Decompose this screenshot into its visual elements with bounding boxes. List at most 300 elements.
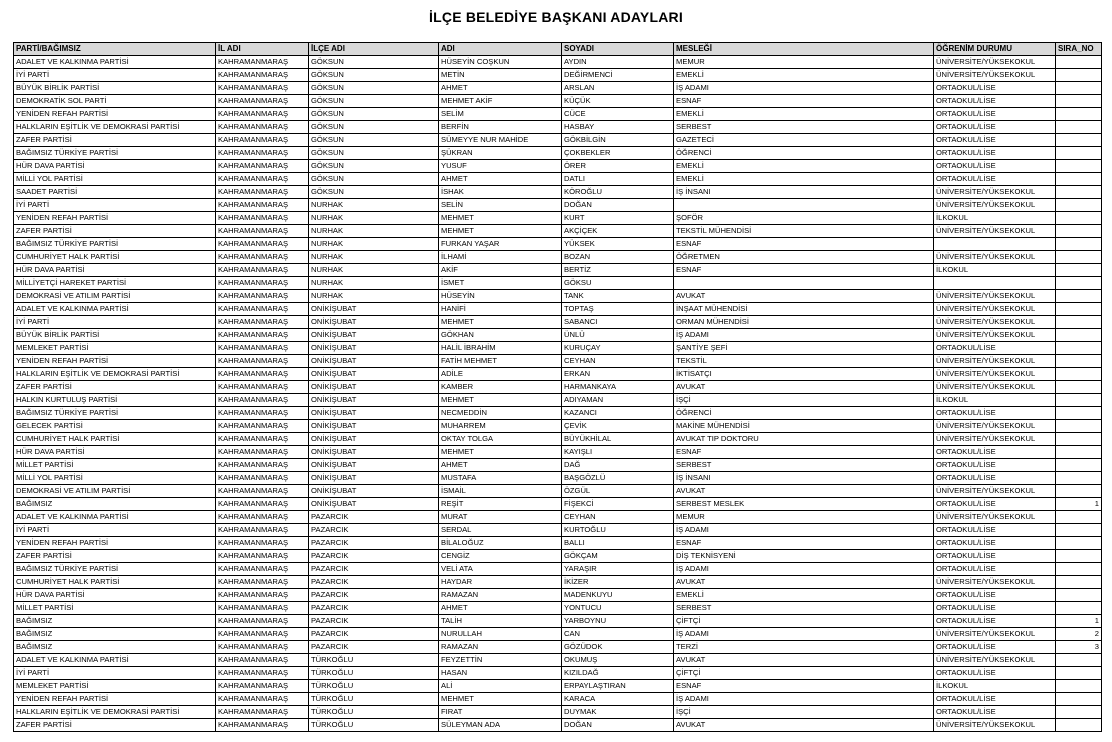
- table-row: [14, 602, 1102, 615]
- cell-surname: ARSLAN: [562, 82, 674, 95]
- table-row: [14, 329, 1102, 342]
- cell-order-no: [1056, 160, 1102, 173]
- cell-education: ÜNİVERSİTE/YÜKSEKOKUL: [934, 420, 1056, 433]
- table-row: [14, 303, 1102, 316]
- column-header-order-no: SIRA_NO: [1056, 43, 1102, 56]
- cell-province: KAHRAMANMARAŞ: [216, 329, 309, 342]
- cell-surname: KARACA: [562, 693, 674, 706]
- cell-province: KAHRAMANMARAŞ: [216, 589, 309, 602]
- cell-surname: ERPAYLAŞTIRAN: [562, 680, 674, 693]
- cell-district: PAZARCIK: [309, 602, 439, 615]
- cell-education: ÜNİVERSİTE/YÜKSEKOKUL: [934, 316, 1056, 329]
- cell-district: GÖKSUN: [309, 69, 439, 82]
- cell-first-name: FIRAT: [439, 706, 562, 719]
- cell-party: MİLLET PARTİSİ: [14, 602, 216, 615]
- cell-education: ORTAOKUL/LİSE: [934, 602, 1056, 615]
- cell-district: ONİKİŞUBAT: [309, 433, 439, 446]
- cell-district: GÖKSUN: [309, 95, 439, 108]
- cell-province: KAHRAMANMARAŞ: [216, 693, 309, 706]
- cell-first-name: FATİH MEHMET: [439, 355, 562, 368]
- cell-education: ORTAOKUL/LİSE: [934, 173, 1056, 186]
- cell-order-no: [1056, 212, 1102, 225]
- cell-party: BAĞIMSIZ TÜRKİYE PARTİSİ: [14, 147, 216, 160]
- cell-first-name: GÖKHAN: [439, 329, 562, 342]
- cell-party: İYİ PARTİ: [14, 524, 216, 537]
- cell-profession: ÇİFTÇİ: [674, 615, 934, 628]
- cell-first-name: HANİFİ: [439, 303, 562, 316]
- cell-district: PAZARCIK: [309, 628, 439, 641]
- cell-profession: İŞ ADAMI: [674, 693, 934, 706]
- cell-first-name: MEHMET: [439, 446, 562, 459]
- table-row: [14, 420, 1102, 433]
- cell-order-no: 1: [1056, 615, 1102, 628]
- cell-district: ONİKİŞUBAT: [309, 485, 439, 498]
- cell-surname: TANK: [562, 290, 674, 303]
- cell-party: ZAFER PARTİSİ: [14, 381, 216, 394]
- cell-education: ÜNİVERSİTE/YÜKSEKOKUL: [934, 199, 1056, 212]
- table-row: [14, 381, 1102, 394]
- cell-education: ORTAOKUL/LİSE: [934, 446, 1056, 459]
- cell-profession: TERZİ: [674, 641, 934, 654]
- cell-party: MEMLEKET PARTİSİ: [14, 342, 216, 355]
- cell-order-no: [1056, 147, 1102, 160]
- cell-district: GÖKSUN: [309, 82, 439, 95]
- cell-province: KAHRAMANMARAŞ: [216, 199, 309, 212]
- cell-district: ONİKİŞUBAT: [309, 394, 439, 407]
- cell-first-name: METİN: [439, 69, 562, 82]
- cell-province: KAHRAMANMARAŞ: [216, 550, 309, 563]
- cell-province: KAHRAMANMARAŞ: [216, 628, 309, 641]
- table-row: [14, 160, 1102, 173]
- cell-district: PAZARCIK: [309, 524, 439, 537]
- cell-profession: SERBEST: [674, 121, 934, 134]
- table-row: [14, 719, 1102, 732]
- cell-party: MİLLET PARTİSİ: [14, 459, 216, 472]
- cell-surname: GÖKÇAM: [562, 550, 674, 563]
- cell-province: KAHRAMANMARAŞ: [216, 251, 309, 264]
- cell-profession: SERBEST: [674, 602, 934, 615]
- cell-surname: DAĞ: [562, 459, 674, 472]
- cell-education: ÜNİVERSİTE/YÜKSEKOKUL: [934, 511, 1056, 524]
- cell-first-name: SERDAL: [439, 524, 562, 537]
- column-header-surname: SOYADI: [562, 43, 674, 56]
- cell-party: İYİ PARTİ: [14, 316, 216, 329]
- cell-party: HÜR DAVA PARTİSİ: [14, 160, 216, 173]
- cell-order-no: [1056, 524, 1102, 537]
- cell-education: ORTAOKUL/LİSE: [934, 160, 1056, 173]
- cell-surname: OKUMUŞ: [562, 654, 674, 667]
- cell-province: KAHRAMANMARAŞ: [216, 472, 309, 485]
- cell-province: KAHRAMANMARAŞ: [216, 277, 309, 290]
- cell-party: MİLLİYETÇİ HAREKET PARTİSİ: [14, 277, 216, 290]
- cell-order-no: [1056, 719, 1102, 732]
- cell-education: ÜNİVERSİTE/YÜKSEKOKUL: [934, 69, 1056, 82]
- cell-district: PAZARCIK: [309, 641, 439, 654]
- cell-order-no: [1056, 108, 1102, 121]
- cell-surname: SABANCI: [562, 316, 674, 329]
- document-title: İLÇE BELEDİYE BAŞKANI ADAYLARI: [429, 9, 683, 25]
- cell-order-no: [1056, 186, 1102, 199]
- cell-education: ORTAOKUL/LİSE: [934, 134, 1056, 147]
- cell-first-name: AKİF: [439, 264, 562, 277]
- cell-profession: İŞ İNSANI: [674, 186, 934, 199]
- cell-district: ONİKİŞUBAT: [309, 342, 439, 355]
- cell-province: KAHRAMANMARAŞ: [216, 485, 309, 498]
- cell-order-no: [1056, 134, 1102, 147]
- cell-party: İYİ PARTİ: [14, 667, 216, 680]
- cell-party: CUMHURİYET HALK PARTİSİ: [14, 433, 216, 446]
- cell-first-name: HASAN: [439, 667, 562, 680]
- cell-first-name: YUSUF: [439, 160, 562, 173]
- cell-profession: ÖĞRENCİ: [674, 147, 934, 160]
- table-body: [14, 56, 1102, 732]
- cell-district: ONİKİŞUBAT: [309, 329, 439, 342]
- cell-first-name: FURKAN YAŞAR: [439, 238, 562, 251]
- cell-district: PAZARCIK: [309, 589, 439, 602]
- cell-education: ORTAOKUL/LİSE: [934, 82, 1056, 95]
- cell-surname: DOĞAN: [562, 719, 674, 732]
- cell-order-no: [1056, 56, 1102, 69]
- cell-province: KAHRAMANMARAŞ: [216, 654, 309, 667]
- cell-district: ONİKİŞUBAT: [309, 355, 439, 368]
- cell-surname: KURTOĞLU: [562, 524, 674, 537]
- cell-party: ZAFER PARTİSİ: [14, 719, 216, 732]
- cell-province: KAHRAMANMARAŞ: [216, 719, 309, 732]
- cell-profession: İŞ ADAMI: [674, 329, 934, 342]
- cell-party: HALKLARIN EŞİTLİK VE DEMOKRASİ PARTİSİ: [14, 368, 216, 381]
- cell-education: ORTAOKUL/LİSE: [934, 498, 1056, 511]
- table-row: [14, 238, 1102, 251]
- cell-profession: ESNAF: [674, 264, 934, 277]
- cell-party: HÜR DAVA PARTİSİ: [14, 264, 216, 277]
- cell-first-name: SÜMEYYE NUR MAHİDE: [439, 134, 562, 147]
- cell-party: BAĞIMSIZ TÜRKİYE PARTİSİ: [14, 407, 216, 420]
- cell-profession: EMEKLİ: [674, 173, 934, 186]
- cell-province: KAHRAMANMARAŞ: [216, 537, 309, 550]
- table-row: [14, 407, 1102, 420]
- cell-profession: İKTİSATÇI: [674, 368, 934, 381]
- cell-surname: CEYHAN: [562, 511, 674, 524]
- table-row: [14, 95, 1102, 108]
- cell-party: YENİDEN REFAH PARTİSİ: [14, 693, 216, 706]
- cell-education: ÜNİVERSİTE/YÜKSEKOKUL: [934, 654, 1056, 667]
- table-row: [14, 706, 1102, 719]
- cell-profession: [674, 277, 934, 290]
- table-row: [14, 485, 1102, 498]
- column-header-first-name: ADI: [439, 43, 562, 56]
- cell-surname: KÖROĞLU: [562, 186, 674, 199]
- cell-order-no: [1056, 680, 1102, 693]
- cell-first-name: HALİL İBRAHİM: [439, 342, 562, 355]
- table-row: [14, 134, 1102, 147]
- table-row: [14, 186, 1102, 199]
- cell-order-no: [1056, 654, 1102, 667]
- cell-order-no: [1056, 407, 1102, 420]
- table-row: [14, 121, 1102, 134]
- cell-province: KAHRAMANMARAŞ: [216, 381, 309, 394]
- cell-first-name: MURAT: [439, 511, 562, 524]
- cell-province: KAHRAMANMARAŞ: [216, 680, 309, 693]
- cell-first-name: FEYZETTİN: [439, 654, 562, 667]
- cell-district: TÜRKOĞLU: [309, 706, 439, 719]
- cell-district: GÖKSUN: [309, 121, 439, 134]
- cell-order-no: [1056, 342, 1102, 355]
- cell-first-name: İSMAİL: [439, 485, 562, 498]
- table-row: [14, 147, 1102, 160]
- cell-profession: MEMUR: [674, 56, 934, 69]
- cell-order-no: [1056, 329, 1102, 342]
- cell-education: ORTAOKUL/LİSE: [934, 342, 1056, 355]
- cell-order-no: [1056, 95, 1102, 108]
- table-row: [14, 355, 1102, 368]
- cell-education: ÜNİVERSİTE/YÜKSEKOKUL: [934, 368, 1056, 381]
- table-row: [14, 693, 1102, 706]
- cell-order-no: [1056, 394, 1102, 407]
- cell-education: İLKOKUL: [934, 394, 1056, 407]
- cell-profession: DİŞ TEKNİSYENİ: [674, 550, 934, 563]
- cell-province: KAHRAMANMARAŞ: [216, 563, 309, 576]
- cell-profession: TEKSTİL: [674, 355, 934, 368]
- column-header-profession: MESLEĞİ: [674, 43, 934, 56]
- cell-party: HALKIN KURTULUŞ PARTİSİ: [14, 394, 216, 407]
- cell-province: KAHRAMANMARAŞ: [216, 433, 309, 446]
- cell-order-no: [1056, 485, 1102, 498]
- cell-profession: İŞ İNSANI: [674, 472, 934, 485]
- cell-surname: KÜÇÜK: [562, 95, 674, 108]
- cell-order-no: [1056, 238, 1102, 251]
- cell-district: GÖKSUN: [309, 147, 439, 160]
- cell-profession: İŞ ADAMI: [674, 82, 934, 95]
- cell-profession: EMEKLİ: [674, 108, 934, 121]
- cell-surname: BALLI: [562, 537, 674, 550]
- table-row: [14, 342, 1102, 355]
- cell-district: NURHAK: [309, 290, 439, 303]
- cell-district: PAZARCIK: [309, 511, 439, 524]
- cell-order-no: 1: [1056, 498, 1102, 511]
- cell-province: KAHRAMANMARAŞ: [216, 173, 309, 186]
- cell-surname: CÜCE: [562, 108, 674, 121]
- cell-district: NURHAK: [309, 264, 439, 277]
- cell-district: TÜRKOĞLU: [309, 680, 439, 693]
- cell-first-name: SÜLEYMAN ADA: [439, 719, 562, 732]
- cell-district: NURHAK: [309, 238, 439, 251]
- cell-profession: AVUKAT: [674, 381, 934, 394]
- cell-district: NURHAK: [309, 225, 439, 238]
- cell-party: ZAFER PARTİSİ: [14, 550, 216, 563]
- cell-order-no: [1056, 472, 1102, 485]
- cell-province: KAHRAMANMARAŞ: [216, 264, 309, 277]
- cell-party: BAĞIMSIZ: [14, 628, 216, 641]
- table-row: [14, 173, 1102, 186]
- cell-province: KAHRAMANMARAŞ: [216, 459, 309, 472]
- cell-surname: ÖRER: [562, 160, 674, 173]
- cell-first-name: CENGİZ: [439, 550, 562, 563]
- cell-order-no: [1056, 355, 1102, 368]
- cell-party: İYİ PARTİ: [14, 199, 216, 212]
- cell-profession: AVUKAT: [674, 654, 934, 667]
- cell-province: KAHRAMANMARAŞ: [216, 407, 309, 420]
- cell-education: ORTAOKUL/LİSE: [934, 121, 1056, 134]
- cell-surname: GÖKBİLGİN: [562, 134, 674, 147]
- cell-district: ONİKİŞUBAT: [309, 316, 439, 329]
- cell-first-name: AHMET: [439, 459, 562, 472]
- cell-order-no: [1056, 277, 1102, 290]
- cell-profession: AVUKAT TIP DOKTORU: [674, 433, 934, 446]
- cell-order-no: [1056, 667, 1102, 680]
- cell-order-no: [1056, 693, 1102, 706]
- cell-first-name: HÜSEYİN COŞKUN: [439, 56, 562, 69]
- table-row: [14, 199, 1102, 212]
- cell-first-name: NECMEDDİN: [439, 407, 562, 420]
- cell-order-no: [1056, 433, 1102, 446]
- cell-profession: ESNAF: [674, 537, 934, 550]
- cell-profession: İŞ ADAMI: [674, 628, 934, 641]
- cell-profession: MAKİNE MÜHENDİSİ: [674, 420, 934, 433]
- cell-surname: ÖZGÜL: [562, 485, 674, 498]
- cell-surname: YONTUCU: [562, 602, 674, 615]
- cell-profession: AVUKAT: [674, 290, 934, 303]
- cell-profession: İŞ ADAMI: [674, 524, 934, 537]
- table-row: [14, 550, 1102, 563]
- cell-party: MİLLİ YOL PARTİSİ: [14, 173, 216, 186]
- cell-province: KAHRAMANMARAŞ: [216, 212, 309, 225]
- cell-education: ORTAOKUL/LİSE: [934, 108, 1056, 121]
- cell-profession: İŞ ADAMI: [674, 563, 934, 576]
- cell-province: KAHRAMANMARAŞ: [216, 108, 309, 121]
- cell-profession: ESNAF: [674, 95, 934, 108]
- table-row: [14, 680, 1102, 693]
- table-row: [14, 277, 1102, 290]
- cell-party: DEMOKRASİ VE ATILIM PARTİSİ: [14, 485, 216, 498]
- cell-education: ORTAOKUL/LİSE: [934, 95, 1056, 108]
- cell-party: YENİDEN REFAH PARTİSİ: [14, 212, 216, 225]
- cell-surname: GÖKSU: [562, 277, 674, 290]
- cell-order-no: [1056, 602, 1102, 615]
- cell-education: ÜNİVERSİTE/YÜKSEKOKUL: [934, 290, 1056, 303]
- cell-order-no: [1056, 537, 1102, 550]
- cell-first-name: RAMAZAN: [439, 641, 562, 654]
- table-row: [14, 654, 1102, 667]
- cell-education: İLKOKUL: [934, 212, 1056, 225]
- cell-province: KAHRAMANMARAŞ: [216, 82, 309, 95]
- table-row: [14, 524, 1102, 537]
- cell-education: ORTAOKUL/LİSE: [934, 524, 1056, 537]
- table-header-row: [14, 43, 1102, 56]
- cell-province: KAHRAMANMARAŞ: [216, 602, 309, 615]
- cell-surname: FİŞEKCİ: [562, 498, 674, 511]
- cell-district: NURHAK: [309, 212, 439, 225]
- cell-surname: HARMANKAYA: [562, 381, 674, 394]
- cell-province: KAHRAMANMARAŞ: [216, 498, 309, 511]
- cell-first-name: NURULLAH: [439, 628, 562, 641]
- cell-district: TÜRKOĞLU: [309, 654, 439, 667]
- cell-education: ORTAOKUL/LİSE: [934, 550, 1056, 563]
- cell-first-name: VELİ ATA: [439, 563, 562, 576]
- cell-district: PAZARCIK: [309, 563, 439, 576]
- cell-party: HÜR DAVA PARTİSİ: [14, 589, 216, 602]
- cell-surname: BOZAN: [562, 251, 674, 264]
- cell-district: GÖKSUN: [309, 56, 439, 69]
- table-row: [14, 472, 1102, 485]
- cell-profession: İŞÇİ: [674, 706, 934, 719]
- cell-party: ADALET VE KALKINMA PARTİSİ: [14, 56, 216, 69]
- cell-education: [934, 238, 1056, 251]
- cell-surname: KURT: [562, 212, 674, 225]
- table-row: [14, 212, 1102, 225]
- cell-surname: TOPTAŞ: [562, 303, 674, 316]
- cell-profession: ORMAN MÜHENDİSİ: [674, 316, 934, 329]
- table-row: [14, 589, 1102, 602]
- cell-district: ONİKİŞUBAT: [309, 498, 439, 511]
- cell-education: ORTAOKUL/LİSE: [934, 693, 1056, 706]
- cell-district: GÖKSUN: [309, 173, 439, 186]
- cell-education: ÜNİVERSİTE/YÜKSEKOKUL: [934, 251, 1056, 264]
- cell-first-name: İLHAMİ: [439, 251, 562, 264]
- cell-surname: KIZILDAĞ: [562, 667, 674, 680]
- cell-province: KAHRAMANMARAŞ: [216, 446, 309, 459]
- table-row: [14, 641, 1102, 654]
- cell-order-no: [1056, 121, 1102, 134]
- cell-first-name: RAMAZAN: [439, 589, 562, 602]
- cell-surname: İKİZER: [562, 576, 674, 589]
- cell-profession: TEKSTİL MÜHENDİSİ: [674, 225, 934, 238]
- table-row: [14, 433, 1102, 446]
- cell-surname: ERKAN: [562, 368, 674, 381]
- cell-profession: SERBEST MESLEK: [674, 498, 934, 511]
- table-row: [14, 264, 1102, 277]
- cell-district: ONİKİŞUBAT: [309, 459, 439, 472]
- cell-surname: DATLI: [562, 173, 674, 186]
- cell-party: HÜR DAVA PARTİSİ: [14, 446, 216, 459]
- table-row: [14, 368, 1102, 381]
- cell-first-name: MEHMET AKİF: [439, 95, 562, 108]
- cell-province: KAHRAMANMARAŞ: [216, 615, 309, 628]
- cell-order-no: [1056, 251, 1102, 264]
- cell-order-no: [1056, 225, 1102, 238]
- cell-party: MEMLEKET PARTİSİ: [14, 680, 216, 693]
- table-row: [14, 563, 1102, 576]
- cell-party: CUMHURİYET HALK PARTİSİ: [14, 251, 216, 264]
- cell-first-name: ALİ: [439, 680, 562, 693]
- cell-province: KAHRAMANMARAŞ: [216, 316, 309, 329]
- column-header-province: İL ADI: [216, 43, 309, 56]
- cell-surname: BÜYÜKHİLAL: [562, 433, 674, 446]
- cell-education: ORTAOKUL/LİSE: [934, 472, 1056, 485]
- cell-first-name: MEHMET: [439, 225, 562, 238]
- cell-profession: ŞANTİYE ŞEFİ: [674, 342, 934, 355]
- cell-education: ORTAOKUL/LİSE: [934, 589, 1056, 602]
- cell-first-name: HÜSEYİN: [439, 290, 562, 303]
- table-row: [14, 446, 1102, 459]
- cell-province: KAHRAMANMARAŞ: [216, 290, 309, 303]
- cell-district: GÖKSUN: [309, 108, 439, 121]
- cell-surname: CEYHAN: [562, 355, 674, 368]
- cell-party: CUMHURİYET HALK PARTİSİ: [14, 576, 216, 589]
- cell-education: [934, 277, 1056, 290]
- cell-profession: EMEKLİ: [674, 160, 934, 173]
- cell-first-name: MEHMET: [439, 693, 562, 706]
- table-row: [14, 498, 1102, 511]
- cell-education: ÜNİVERSİTE/YÜKSEKOKUL: [934, 485, 1056, 498]
- cell-surname: HASBAY: [562, 121, 674, 134]
- cell-surname: YARBOYNU: [562, 615, 674, 628]
- cell-surname: KAYIŞLI: [562, 446, 674, 459]
- cell-profession: ÖĞRENCİ: [674, 407, 934, 420]
- cell-order-no: [1056, 264, 1102, 277]
- cell-province: KAHRAMANMARAŞ: [216, 69, 309, 82]
- cell-party: BÜYÜK BİRLİK PARTİSİ: [14, 329, 216, 342]
- table-row: [14, 537, 1102, 550]
